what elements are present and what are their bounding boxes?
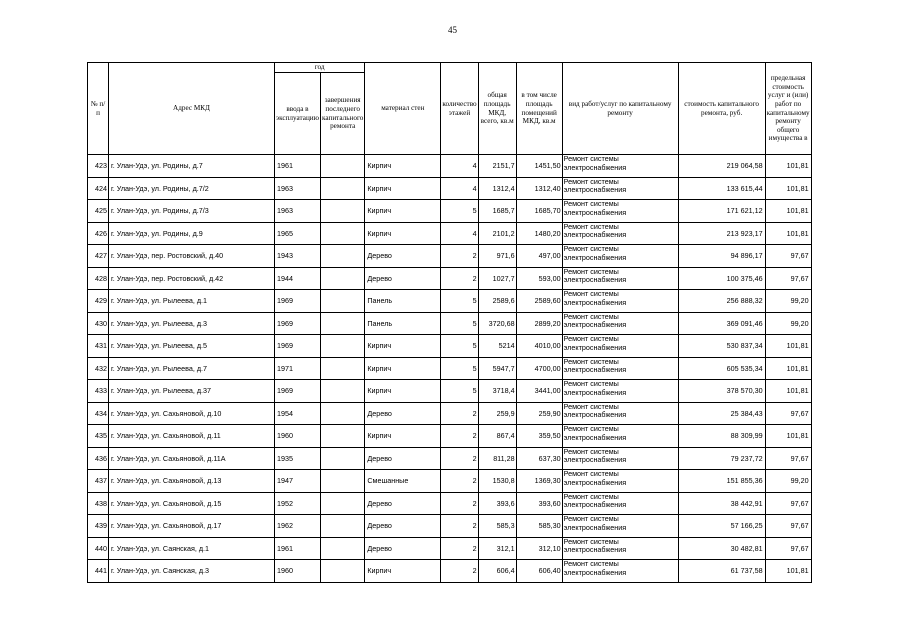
table-row <box>88 267 812 290</box>
table-row <box>88 560 812 583</box>
row-repair-cost: 133 615,44 <box>678 177 765 200</box>
row-repair-cost: 79 237,72 <box>678 447 765 470</box>
row-floors: 2 <box>441 425 478 448</box>
row-premises-area: 2589,60 <box>516 290 562 313</box>
row-total-area: 867,4 <box>478 425 516 448</box>
row-address: г. Улан-Удэ, ул. Родины, д.7/2 <box>109 177 275 200</box>
row-total-area: 606,4 <box>478 560 516 583</box>
row-premises-area: 497,00 <box>516 245 562 268</box>
row-floors: 2 <box>441 470 478 493</box>
row-year-last-repair <box>321 200 365 223</box>
header-premises-area: в том числе площадь помещений МКД, кв.м <box>516 63 562 155</box>
row-year-commission: 1963 <box>275 177 321 200</box>
row-limit-cost: 101,81 <box>765 222 811 245</box>
row-premises-area: 585,30 <box>516 515 562 538</box>
row-total-area: 259,9 <box>478 402 516 425</box>
row-limit-cost: 97,67 <box>765 492 811 515</box>
row-year-last-repair <box>321 357 365 380</box>
row-repair-cost: 57 166,25 <box>678 515 765 538</box>
row-address: г. Улан-Удэ, ул. Рылеева, д.7 <box>109 357 275 380</box>
header-year-commission: ввода в эксплуатацию <box>275 73 321 155</box>
row-address: г. Улан-Удэ, ул. Рылеева, д.37 <box>109 380 275 403</box>
repair-register-table <box>87 62 812 583</box>
row-limit-cost: 97,67 <box>765 447 811 470</box>
page-number: 45 <box>448 25 457 35</box>
row-wall-material: Смешанные <box>365 470 441 493</box>
row-total-area: 2151,7 <box>478 155 516 178</box>
row-address: г. Улан-Удэ, пер. Ростовский, д.42 <box>109 267 275 290</box>
row-floors: 2 <box>441 537 478 560</box>
row-premises-area: 1369,30 <box>516 470 562 493</box>
row-premises-area: 2899,20 <box>516 312 562 335</box>
row-number: 431 <box>88 335 109 358</box>
row-year-last-repair <box>321 267 365 290</box>
row-work-type: Ремонт системы электроснабжения <box>562 380 678 403</box>
row-number: 435 <box>88 425 109 448</box>
header-address: Адрес МКД <box>109 63 275 155</box>
row-year-last-repair <box>321 425 365 448</box>
row-premises-area: 3441,00 <box>516 380 562 403</box>
row-limit-cost: 101,81 <box>765 335 811 358</box>
row-wall-material: Дерево <box>365 267 441 290</box>
row-year-commission: 1962 <box>275 515 321 538</box>
row-repair-cost: 30 482,81 <box>678 537 765 560</box>
row-number: 434 <box>88 402 109 425</box>
row-premises-area: 259,90 <box>516 402 562 425</box>
row-address: г. Улан-Удэ, ул. Родины, д.9 <box>109 222 275 245</box>
row-repair-cost: 605 535,34 <box>678 357 765 380</box>
row-repair-cost: 219 064,58 <box>678 155 765 178</box>
row-limit-cost: 99,20 <box>765 470 811 493</box>
row-year-last-repair <box>321 312 365 335</box>
row-number: 439 <box>88 515 109 538</box>
row-repair-cost: 171 621,12 <box>678 200 765 223</box>
row-address: г. Улан-Удэ, ул. Родины, д.7 <box>109 155 275 178</box>
row-limit-cost: 99,20 <box>765 312 811 335</box>
row-limit-cost: 101,81 <box>765 177 811 200</box>
row-year-commission: 1969 <box>275 290 321 313</box>
row-total-area: 5947,7 <box>478 357 516 380</box>
row-number: 438 <box>88 492 109 515</box>
header-year-last-repair: завершения последнего капитального ремонта <box>321 73 365 155</box>
row-repair-cost: 369 091,46 <box>678 312 765 335</box>
row-year-commission: 1952 <box>275 492 321 515</box>
row-address: г. Улан-Удэ, ул. Рылеева, д.1 <box>109 290 275 313</box>
table-body <box>88 155 812 583</box>
row-premises-area: 593,00 <box>516 267 562 290</box>
row-number: 437 <box>88 470 109 493</box>
row-limit-cost: 97,67 <box>765 402 811 425</box>
row-number: 441 <box>88 560 109 583</box>
table-row <box>88 155 812 178</box>
row-wall-material: Кирпич <box>365 560 441 583</box>
table-row <box>88 222 812 245</box>
row-limit-cost: 101,81 <box>765 560 811 583</box>
row-year-commission: 1963 <box>275 200 321 223</box>
row-year-commission: 1960 <box>275 425 321 448</box>
row-address: г. Улан-Удэ, ул. Рылеева, д.5 <box>109 335 275 358</box>
row-premises-area: 1312,40 <box>516 177 562 200</box>
row-year-commission: 1971 <box>275 357 321 380</box>
row-work-type: Ремонт системы электроснабжения <box>562 402 678 425</box>
row-year-last-repair <box>321 537 365 560</box>
row-total-area: 1312,4 <box>478 177 516 200</box>
row-repair-cost: 256 888,32 <box>678 290 765 313</box>
row-work-type: Ремонт системы электроснабжения <box>562 177 678 200</box>
row-limit-cost: 97,67 <box>765 245 811 268</box>
row-work-type: Ремонт системы электроснабжения <box>562 222 678 245</box>
row-floors: 4 <box>441 222 478 245</box>
row-address: г. Улан-Удэ, ул. Сахьяновой, д.15 <box>109 492 275 515</box>
row-number: 436 <box>88 447 109 470</box>
row-total-area: 585,3 <box>478 515 516 538</box>
row-number: 426 <box>88 222 109 245</box>
row-wall-material: Кирпич <box>365 425 441 448</box>
row-premises-area: 312,10 <box>516 537 562 560</box>
header-work-type: вид работ/услуг по капитальному ремонту <box>562 63 678 155</box>
row-number: 424 <box>88 177 109 200</box>
row-work-type: Ремонт системы электроснабжения <box>562 155 678 178</box>
row-address: г. Улан-Удэ, пер. Ростовский, д.40 <box>109 245 275 268</box>
row-wall-material: Кирпич <box>365 155 441 178</box>
row-repair-cost: 61 737,58 <box>678 560 765 583</box>
row-total-area: 312,1 <box>478 537 516 560</box>
row-premises-area: 1480,20 <box>516 222 562 245</box>
table-row <box>88 537 812 560</box>
row-repair-cost: 100 375,46 <box>678 267 765 290</box>
row-number: 430 <box>88 312 109 335</box>
row-address: г. Улан-Удэ, ул. Рылеева, д.3 <box>109 312 275 335</box>
row-limit-cost: 101,81 <box>765 425 811 448</box>
row-address: г. Улан-Удэ, ул. Саянская, д.1 <box>109 537 275 560</box>
row-number: 425 <box>88 200 109 223</box>
row-year-commission: 1954 <box>275 402 321 425</box>
row-wall-material: Панель <box>365 290 441 313</box>
row-number: 429 <box>88 290 109 313</box>
row-repair-cost: 378 570,30 <box>678 380 765 403</box>
row-floors: 2 <box>441 245 478 268</box>
header-wall-material: материал стен <box>365 63 441 155</box>
row-wall-material: Кирпич <box>365 222 441 245</box>
row-premises-area: 637,30 <box>516 447 562 470</box>
row-year-commission: 1944 <box>275 267 321 290</box>
row-address: г. Улан-Удэ, ул. Сахьяновой, д.11А <box>109 447 275 470</box>
row-year-last-repair <box>321 155 365 178</box>
row-repair-cost: 94 896,17 <box>678 245 765 268</box>
row-wall-material: Дерево <box>365 515 441 538</box>
table-row <box>88 515 812 538</box>
row-year-last-repair <box>321 380 365 403</box>
table-row <box>88 177 812 200</box>
header-total-area: общая площадь МКД, всего, кв.м <box>478 63 516 155</box>
row-wall-material: Кирпич <box>365 335 441 358</box>
row-premises-area: 1451,50 <box>516 155 562 178</box>
row-repair-cost: 38 442,91 <box>678 492 765 515</box>
header-year-group: год <box>275 63 365 73</box>
row-address: г. Улан-Удэ, ул. Саянская, д.3 <box>109 560 275 583</box>
row-work-type: Ремонт системы электроснабжения <box>562 492 678 515</box>
row-floors: 5 <box>441 380 478 403</box>
row-limit-cost: 101,81 <box>765 357 811 380</box>
row-total-area: 393,6 <box>478 492 516 515</box>
row-floors: 2 <box>441 447 478 470</box>
row-number: 423 <box>88 155 109 178</box>
row-year-last-repair <box>321 245 365 268</box>
row-limit-cost: 99,20 <box>765 290 811 313</box>
header-num: № п/п <box>88 63 109 155</box>
row-work-type: Ремонт системы электроснабжения <box>562 267 678 290</box>
table-row <box>88 335 812 358</box>
row-total-area: 1530,8 <box>478 470 516 493</box>
row-limit-cost: 97,67 <box>765 515 811 538</box>
row-year-last-repair <box>321 470 365 493</box>
row-address: г. Улан-Удэ, ул. Сахьяновой, д.13 <box>109 470 275 493</box>
table-row <box>88 290 812 313</box>
row-address: г. Улан-Удэ, ул. Сахьяновой, д.17 <box>109 515 275 538</box>
row-wall-material: Дерево <box>365 245 441 268</box>
row-floors: 2 <box>441 402 478 425</box>
row-year-last-repair <box>321 290 365 313</box>
row-floors: 4 <box>441 155 478 178</box>
row-number: 432 <box>88 357 109 380</box>
row-wall-material: Панель <box>365 312 441 335</box>
row-total-area: 971,6 <box>478 245 516 268</box>
table-row <box>88 492 812 515</box>
table-row <box>88 402 812 425</box>
row-wall-material: Кирпич <box>365 380 441 403</box>
row-year-commission: 1965 <box>275 222 321 245</box>
row-wall-material: Дерево <box>365 537 441 560</box>
row-year-commission: 1969 <box>275 380 321 403</box>
row-work-type: Ремонт системы электроснабжения <box>562 290 678 313</box>
row-total-area: 2589,6 <box>478 290 516 313</box>
table-row <box>88 357 812 380</box>
row-work-type: Ремонт системы электроснабжения <box>562 537 678 560</box>
row-work-type: Ремонт системы электроснабжения <box>562 447 678 470</box>
row-floors: 5 <box>441 312 478 335</box>
row-work-type: Ремонт системы электроснабжения <box>562 245 678 268</box>
row-year-last-repair <box>321 515 365 538</box>
row-year-commission: 1961 <box>275 155 321 178</box>
row-year-last-repair <box>321 492 365 515</box>
row-year-commission: 1960 <box>275 560 321 583</box>
row-work-type: Ремонт системы электроснабжения <box>562 470 678 493</box>
table-header <box>88 63 812 155</box>
row-wall-material: Кирпич <box>365 177 441 200</box>
row-work-type: Ремонт системы электроснабжения <box>562 335 678 358</box>
table-row <box>88 470 812 493</box>
row-premises-area: 606,40 <box>516 560 562 583</box>
row-year-commission: 1961 <box>275 537 321 560</box>
row-wall-material: Кирпич <box>365 200 441 223</box>
row-wall-material: Кирпич <box>365 357 441 380</box>
row-total-area: 3720,68 <box>478 312 516 335</box>
table-row <box>88 425 812 448</box>
row-work-type: Ремонт системы электроснабжения <box>562 200 678 223</box>
row-wall-material: Дерево <box>365 447 441 470</box>
row-year-commission: 1969 <box>275 312 321 335</box>
row-floors: 2 <box>441 492 478 515</box>
row-limit-cost: 97,67 <box>765 537 811 560</box>
row-repair-cost: 25 384,43 <box>678 402 765 425</box>
row-total-area: 3718,4 <box>478 380 516 403</box>
header-limit-cost: предельная стоимость услуг и (или) работ по капитальному ремонту общего имущества в <box>765 63 811 155</box>
header-repair-cost: стоимость капитального ремонта, руб. <box>678 63 765 155</box>
row-address: г. Улан-Удэ, ул. Сахьяновой, д.10 <box>109 402 275 425</box>
row-year-commission: 1935 <box>275 447 321 470</box>
row-work-type: Ремонт системы электроснабжения <box>562 357 678 380</box>
row-total-area: 1685,7 <box>478 200 516 223</box>
table-row <box>88 380 812 403</box>
row-year-commission: 1943 <box>275 245 321 268</box>
row-repair-cost: 213 923,17 <box>678 222 765 245</box>
row-year-last-repair <box>321 402 365 425</box>
row-year-last-repair <box>321 177 365 200</box>
row-premises-area: 359,50 <box>516 425 562 448</box>
row-wall-material: Дерево <box>365 402 441 425</box>
row-year-commission: 1969 <box>275 335 321 358</box>
row-limit-cost: 101,81 <box>765 155 811 178</box>
row-floors: 2 <box>441 515 478 538</box>
table-row <box>88 200 812 223</box>
row-year-last-repair <box>321 447 365 470</box>
table-row <box>88 312 812 335</box>
row-limit-cost: 101,81 <box>765 200 811 223</box>
row-floors: 5 <box>441 200 478 223</box>
row-repair-cost: 530 837,34 <box>678 335 765 358</box>
row-number: 428 <box>88 267 109 290</box>
row-year-last-repair <box>321 335 365 358</box>
row-floors: 5 <box>441 357 478 380</box>
row-number: 440 <box>88 537 109 560</box>
row-floors: 5 <box>441 290 478 313</box>
row-number: 427 <box>88 245 109 268</box>
row-year-last-repair <box>321 560 365 583</box>
row-floors: 2 <box>441 267 478 290</box>
row-year-last-repair <box>321 222 365 245</box>
row-floors: 2 <box>441 560 478 583</box>
row-number: 433 <box>88 380 109 403</box>
table-row <box>88 447 812 470</box>
row-floors: 5 <box>441 335 478 358</box>
row-limit-cost: 97,67 <box>765 267 811 290</box>
header-floors: количество этажей <box>441 63 478 155</box>
row-work-type: Ремонт системы электроснабжения <box>562 560 678 583</box>
row-wall-material: Дерево <box>365 492 441 515</box>
row-year-commission: 1947 <box>275 470 321 493</box>
table-row <box>88 245 812 268</box>
row-address: г. Улан-Удэ, ул. Сахьяновой, д.11 <box>109 425 275 448</box>
row-premises-area: 1685,70 <box>516 200 562 223</box>
row-premises-area: 4700,00 <box>516 357 562 380</box>
row-work-type: Ремонт системы электроснабжения <box>562 425 678 448</box>
row-floors: 4 <box>441 177 478 200</box>
row-work-type: Ремонт системы электроснабжения <box>562 312 678 335</box>
row-work-type: Ремонт системы электроснабжения <box>562 515 678 538</box>
row-total-area: 811,28 <box>478 447 516 470</box>
row-premises-area: 393,60 <box>516 492 562 515</box>
row-address: г. Улан-Удэ, ул. Родины, д.7/3 <box>109 200 275 223</box>
row-limit-cost: 101,81 <box>765 380 811 403</box>
row-repair-cost: 151 855,36 <box>678 470 765 493</box>
row-total-area: 5214 <box>478 335 516 358</box>
row-total-area: 2101,2 <box>478 222 516 245</box>
row-total-area: 1027,7 <box>478 267 516 290</box>
row-repair-cost: 88 309,99 <box>678 425 765 448</box>
row-premises-area: 4010,00 <box>516 335 562 358</box>
